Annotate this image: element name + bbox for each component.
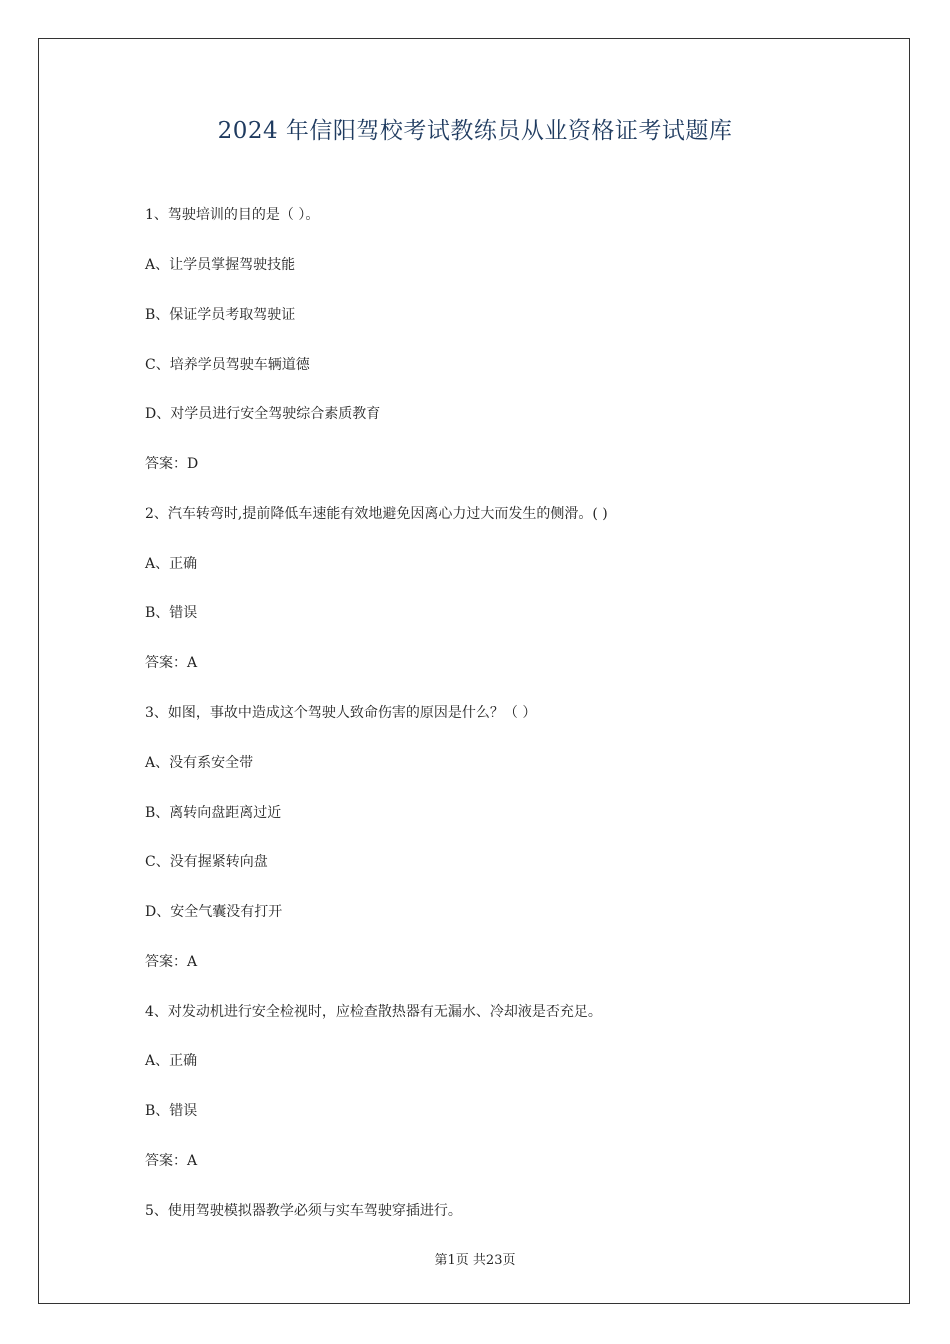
q4-option-a: A、正确 (145, 1053, 198, 1069)
q3-option-c: C、没有握紧转向盘 (145, 854, 268, 870)
q3-option-d: D、安全气囊没有打开 (145, 904, 283, 920)
q3-option-b: B、离转向盘距离过近 (145, 805, 282, 821)
q4-option-b: B、错误 (145, 1103, 198, 1119)
q1-option-a: A、让学员掌握驾驶技能 (145, 257, 296, 273)
q3-option-a: A、没有系安全带 (145, 755, 254, 771)
q2-option-a: A、正确 (145, 556, 198, 572)
q1-option-b: B、保证学员考取驾驶证 (145, 307, 296, 323)
question-4: 4、对发动机进行安全检视时，应检查散热器有无漏水、冷却液是否充足。 (145, 1004, 602, 1020)
q3-answer: 答案：A (145, 954, 198, 970)
q1-option-d: D、对学员进行安全驾驶综合素质教育 (145, 406, 381, 422)
q1-option-c: C、培养学员驾驶车辆道德 (145, 357, 310, 373)
q2-answer: 答案：A (145, 655, 198, 671)
question-1: 1、驾驶培训的目的是（ ）。 (145, 207, 320, 223)
question-5: 5、使用驾驶模拟器教学必须与实车驾驶穿插进行。 (145, 1203, 462, 1219)
question-3: 3、如图，事故中造成这个驾驶人致命伤害的原因是什么？（ ） (145, 705, 537, 721)
document-title: 2024 年信阳驾校考试教练员从业资格证考试题库 (217, 118, 733, 144)
question-2: 2、汽车转弯时,提前降低车速能有效地避免因离心力过大而发生的侧滑。( ) (145, 506, 608, 522)
q4-answer: 答案：A (145, 1153, 198, 1169)
page-footer: 第1页 共23页 (434, 1253, 516, 1268)
q1-answer: 答案：D (145, 456, 199, 472)
q2-option-b: B、错误 (145, 605, 198, 621)
